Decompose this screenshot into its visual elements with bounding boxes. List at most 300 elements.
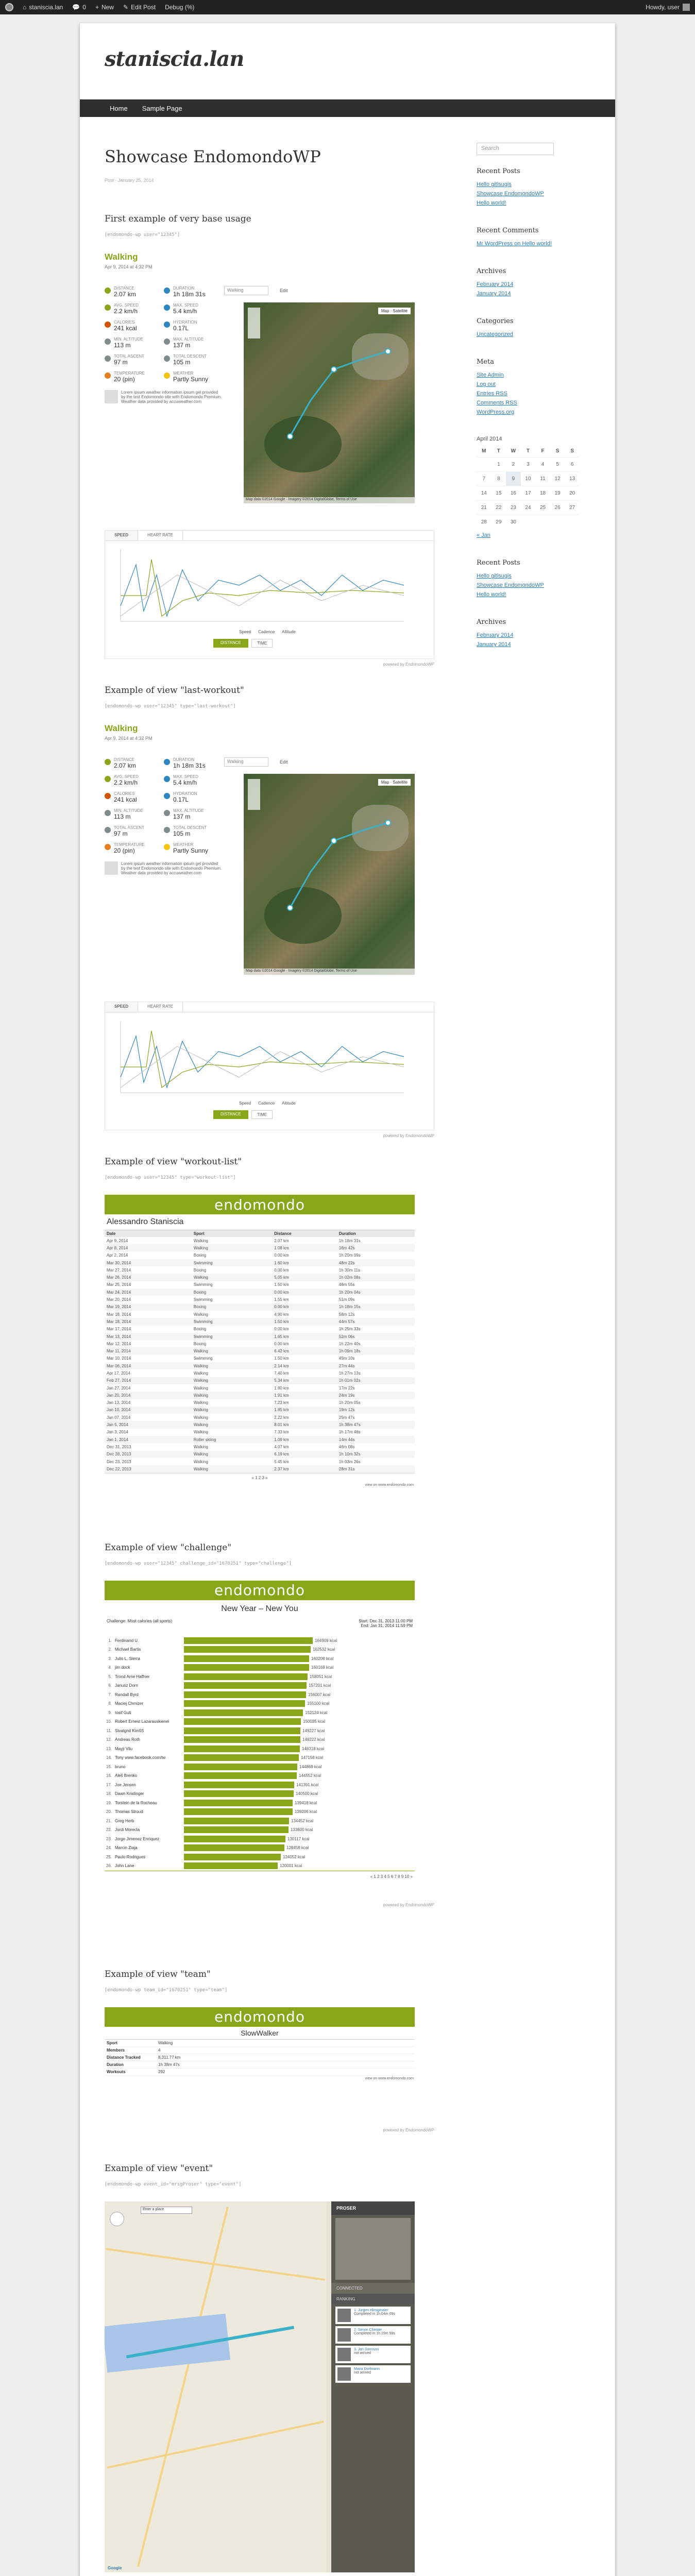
- challenge-bar: [184, 1664, 309, 1671]
- challenge-bar: [184, 1844, 284, 1851]
- challenge-name[interactable]: Janusz Dorn: [115, 1683, 138, 1688]
- challenge-name[interactable]: Maciej Chmizer: [115, 1701, 144, 1706]
- column-header[interactable]: Duration: [337, 1230, 415, 1237]
- participant-item[interactable]: [335, 2365, 411, 2383]
- challenge-bar: [184, 1754, 299, 1761]
- table-cell: Jan 07, 2014: [107, 1415, 131, 1420]
- table-row[interactable]: [105, 1259, 415, 1266]
- archive-link[interactable]: January 2014: [477, 641, 511, 648]
- shortcode-basic: [endomondo-wp user="12345"]: [105, 232, 180, 238]
- challenge-value: 120001 kcal: [280, 1863, 302, 1869]
- challenge-name[interactable]: Stvalgnd Kim55: [115, 1728, 144, 1733]
- tab-speed[interactable]: SPEED: [105, 531, 138, 540]
- table-cell: Mar 18, 2014: [107, 1312, 131, 1317]
- stat-label: WEATHER: [173, 371, 194, 376]
- nav-home[interactable]: Home: [110, 104, 128, 112]
- table-cell: Mar 06, 2014: [105, 1362, 192, 1369]
- legend-altitude[interactable]: Altitude: [282, 1101, 296, 1106]
- challenge-name[interactable]: Paulo Rodrigues: [115, 1854, 146, 1859]
- challenge-row: [105, 1853, 415, 1862]
- team-value: 1h 38m 47s: [156, 2061, 415, 2068]
- stat-value: Partly Sunny: [173, 376, 209, 383]
- table-row[interactable]: [105, 1266, 415, 1274]
- calendar-day: 13: [565, 472, 580, 486]
- table-row[interactable]: [105, 1296, 415, 1303]
- challenge-row: [105, 1843, 415, 1853]
- powered-by[interactable]: powered by EndomondoWP: [383, 2127, 434, 2132]
- stat-icon: [105, 338, 111, 345]
- table-cell: Mar 17, 2014: [107, 1327, 131, 1332]
- challenge-value: 160169 kcal: [311, 1665, 334, 1670]
- map-type-button[interactable]: Map · Satellite: [378, 779, 411, 786]
- challenge-row: [105, 1726, 415, 1736]
- calendar-week: [477, 515, 580, 530]
- challenge-value: 164909 kcal: [315, 1638, 337, 1643]
- calendar-day: 20: [565, 486, 580, 501]
- stat-icon: [164, 321, 170, 328]
- weather-text: Lorem ipsum weather information ipsum gel provided by the test Endomondo site with Endomondo Premium. Weather data provided by accuweather.com: [121, 861, 222, 875]
- table-cell: Swimming: [193, 1282, 213, 1287]
- challenge-row: [105, 1825, 415, 1835]
- challenge-row: [105, 1744, 415, 1754]
- archive-link[interactable]: February 2014: [477, 281, 514, 287]
- admin-bar-account[interactable]: [646, 4, 690, 11]
- table-cell: Mar 12, 2014: [107, 1341, 131, 1346]
- challenge-name[interactable]: Joe Jensen: [115, 1782, 136, 1787]
- calendar-day: [550, 515, 565, 530]
- challenge-rank: 21.: [106, 1818, 112, 1823]
- table-cell: 7.23 km: [274, 1400, 289, 1405]
- recent-post-link[interactable]: Showcase EndomondoWP: [477, 582, 544, 588]
- participant-name[interactable]: 2. Simon Chester: [354, 2328, 382, 2332]
- challenge-bar: [184, 1862, 278, 1869]
- challenge-name[interactable]: Michael Bartis: [115, 1647, 141, 1652]
- map-pan-control[interactable]: [110, 2212, 124, 2226]
- stat-value: 137 m: [173, 813, 191, 820]
- table-cell: 58m 12s: [338, 1312, 355, 1317]
- table-row[interactable]: [105, 1465, 415, 1472]
- table-row[interactable]: [105, 1252, 415, 1259]
- stat-label: MAX. ALTITUDE: [173, 337, 204, 342]
- challenge-name[interactable]: Trond Arne Haffner: [115, 1674, 150, 1679]
- workout-stat: [164, 286, 223, 298]
- table-row[interactable]: [105, 1355, 415, 1362]
- workout-stat: [164, 320, 223, 332]
- table-row[interactable]: [105, 1244, 415, 1251]
- calendar-day: 22: [491, 501, 506, 515]
- meta-link[interactable]: Log out: [477, 381, 496, 387]
- challenge-bar: [184, 1836, 285, 1842]
- table-cell: Roller skiing: [192, 1436, 273, 1443]
- calendar-day: 10: [521, 472, 536, 486]
- calendar-day[interactable]: 9: [506, 472, 521, 486]
- challenge-row: [105, 1753, 415, 1762]
- challenge-bar: [184, 1700, 305, 1707]
- table-cell: 2.14 km: [272, 1362, 337, 1369]
- stat-label: AVG. SPEED: [114, 774, 139, 779]
- workout-stat: [105, 320, 164, 332]
- calendar-table: [477, 445, 580, 529]
- tab-heart-rate[interactable]: HEART RATE: [138, 1002, 183, 1012]
- challenge-name[interactable]: Julio L. Sierra: [115, 1656, 140, 1661]
- table-row[interactable]: [105, 1311, 415, 1318]
- participant-name[interactable]: 3. Jan Svenson: [354, 2347, 379, 2351]
- calendar-day: 2: [506, 457, 521, 472]
- edit-link[interactable]: Edit: [280, 288, 288, 293]
- stat-label: TOTAL ASCENT: [114, 825, 144, 830]
- calendar-week: [477, 457, 580, 472]
- recent-post-link[interactable]: Hello gitlsugis: [477, 181, 512, 188]
- challenge-rank: 2.: [108, 1647, 112, 1652]
- table-row[interactable]: [105, 1289, 415, 1296]
- table-cell: 6.42 km: [272, 1347, 337, 1354]
- legend-speed[interactable]: Speed: [239, 630, 251, 634]
- team-row: [105, 2040, 415, 2047]
- participant-item[interactable]: [335, 2346, 411, 2363]
- table-cell: 8.01 km: [272, 1421, 337, 1428]
- table-cell: Boxing: [193, 1253, 207, 1258]
- workout-map[interactable]: [244, 774, 415, 975]
- table-cell: 1h 27m 13s: [338, 1370, 361, 1376]
- stat-label: MAX. SPEED: [173, 774, 198, 779]
- table-cell: 44m 57s: [337, 1318, 415, 1325]
- legend-cadence[interactable]: Cadence: [258, 630, 275, 634]
- challenge-row: [105, 1735, 415, 1744]
- table-row[interactable]: [105, 1436, 415, 1443]
- search-input[interactable]: Search: [477, 143, 554, 155]
- table-row[interactable]: [105, 1318, 415, 1325]
- table-row[interactable]: [105, 1384, 415, 1392]
- stat-value: 113 m: [114, 342, 131, 349]
- challenge-bar: [184, 1782, 294, 1788]
- workout-stat: [164, 808, 223, 820]
- distance-button[interactable]: DISTANCE: [213, 1110, 248, 1119]
- stat-icon: [105, 793, 111, 799]
- workout-stat: [105, 757, 164, 769]
- howdy-label: Howdy, user: [646, 4, 680, 11]
- meta-link[interactable]: WordPress.org: [477, 409, 515, 415]
- stat-icon: [105, 827, 111, 833]
- calendar-day: 12: [550, 472, 565, 486]
- table-row[interactable]: [105, 1429, 415, 1436]
- challenge-rank: 26.: [106, 1863, 112, 1869]
- recent-post-link[interactable]: Hello world!: [477, 200, 506, 206]
- workout-pager[interactable]: « 1 2 3 »: [105, 1473, 415, 1482]
- table-row[interactable]: [105, 1237, 415, 1244]
- column-header[interactable]: Date: [105, 1230, 192, 1237]
- distance-button[interactable]: DISTANCE: [213, 639, 248, 648]
- table-cell: 1h 18m 31s: [338, 1238, 361, 1243]
- challenge-rank: 11.: [106, 1728, 112, 1733]
- admin-bar-comments[interactable]: 💬 0: [72, 4, 86, 11]
- time-button[interactable]: TIME: [251, 1110, 273, 1119]
- challenge-name[interactable]: Robert Ernest Lazarauskienei: [115, 1719, 169, 1724]
- archive-link[interactable]: February 2014: [477, 632, 514, 638]
- stat-value: 20 (pin): [114, 376, 135, 383]
- calendar-day: 7: [477, 472, 491, 486]
- calendar-day: 29: [491, 515, 506, 530]
- event-map[interactable]: [105, 2201, 415, 2572]
- route-line: [244, 302, 415, 503]
- challenge-rank: 25.: [106, 1854, 112, 1859]
- admin-bar-new[interactable]: + New: [95, 4, 114, 11]
- stat-value: 105 m: [173, 359, 191, 366]
- participant-detail: Completed in 1h 04m 09s: [354, 2312, 395, 2316]
- table-row[interactable]: [105, 1362, 415, 1369]
- table-row[interactable]: [105, 1377, 415, 1384]
- recent-post-link[interactable]: Showcase EndomondoWP: [477, 191, 544, 197]
- stat-label: DISTANCE: [114, 286, 134, 291]
- recent-post-link[interactable]: Hello world!: [477, 591, 506, 598]
- last-workout-widget: [105, 723, 434, 1002]
- stat-icon: [164, 776, 170, 782]
- page: [80, 23, 615, 2576]
- stat-value: 2.07 km: [114, 291, 136, 298]
- table-cell: Mar 18, 2014: [105, 1318, 192, 1325]
- site-title[interactable]: staniscia.lan: [105, 47, 244, 71]
- challenge-name[interactable]: jim dock: [115, 1665, 130, 1670]
- challenge-name[interactable]: Andreas Roth: [115, 1737, 140, 1742]
- workout-stat: [105, 774, 164, 786]
- table-cell: 7.33 km: [274, 1430, 289, 1435]
- challenge-bar: [184, 1709, 303, 1716]
- challenge-name[interactable]: Jordi Morecla: [115, 1827, 140, 1833]
- event-banner: [335, 2218, 411, 2280]
- workout-table: [105, 1230, 415, 1473]
- table-cell: 0.00 km: [274, 1253, 289, 1258]
- endomondo-link[interactable]: view on www.endomondo.com: [365, 2076, 414, 2080]
- challenge-rank: 13.: [106, 1746, 112, 1751]
- table-row[interactable]: [105, 1414, 415, 1421]
- table-cell: Dec 31, 2013: [107, 1444, 131, 1449]
- stat-label: TEMPERATURE: [114, 842, 145, 847]
- speed-chart: [105, 530, 434, 659]
- table-row[interactable]: [105, 1274, 415, 1281]
- challenge-name[interactable]: Thomas Stroud: [115, 1809, 143, 1815]
- meta-link[interactable]: Comments RSS: [477, 400, 517, 406]
- time-button[interactable]: TIME: [251, 639, 273, 648]
- challenge-name[interactable]: Dawn Kristinger: [115, 1791, 144, 1797]
- table-row[interactable]: [105, 1451, 415, 1458]
- challenge-rank: 12.: [106, 1737, 112, 1742]
- table-cell: Mar 27, 2014: [107, 1267, 131, 1273]
- table-cell: 16m 42s: [337, 1244, 415, 1251]
- participant-item[interactable]: [335, 2307, 411, 2324]
- admin-bar-edit[interactable]: ✎ Edit Post: [123, 4, 156, 11]
- workout-stat: [105, 371, 164, 383]
- challenge-name[interactable]: Torstein de la Rocheau: [115, 1800, 157, 1805]
- table-cell: Walking: [192, 1377, 273, 1384]
- table-cell: Boxing: [192, 1303, 273, 1311]
- table-row[interactable]: [105, 1443, 415, 1450]
- stat-icon: [105, 844, 111, 850]
- challenge-info: [105, 1618, 415, 1629]
- table-cell: 27m 44s: [337, 1362, 415, 1369]
- archive-link[interactable]: January 2014: [477, 291, 511, 297]
- table-cell: 1h 38m 47s: [337, 1421, 415, 1428]
- stat-value: 97 m: [114, 830, 128, 837]
- table-cell: Mar 26, 2014: [105, 1274, 192, 1281]
- calendar-day: 16: [506, 486, 521, 501]
- calendar-day-header: W: [511, 448, 516, 454]
- workout-map[interactable]: [244, 302, 415, 503]
- table-cell: 2.22 km: [274, 1415, 289, 1420]
- endomondo-link[interactable]: view on www.endomondo.com: [365, 1483, 414, 1487]
- column-header[interactable]: Sport: [192, 1230, 273, 1237]
- challenge-bar: [184, 1854, 281, 1860]
- table-cell: 6.19 km: [272, 1451, 337, 1458]
- category-link[interactable]: Uncategorized: [477, 331, 513, 337]
- workout-stat: [164, 303, 223, 315]
- widget-meta: [477, 358, 580, 415]
- workout-stat: [164, 757, 223, 769]
- table-row[interactable]: [105, 1458, 415, 1465]
- stat-value: 113 m: [114, 813, 131, 820]
- team-key: Members: [105, 2046, 156, 2054]
- nav-sample-page[interactable]: Sample Page: [142, 104, 182, 112]
- recent-comment-link[interactable]: Mr WordPress on Hello world!: [477, 241, 552, 247]
- table-row[interactable]: [105, 1369, 415, 1377]
- table-cell: 5.05 km: [272, 1274, 337, 1281]
- challenge-title: New Year – New You: [221, 1604, 298, 1613]
- challenge-start: Start: Dec 31, 2013 11:00 PM: [359, 1618, 413, 1623]
- challenge-row: [105, 1771, 415, 1781]
- admin-bar-site[interactable]: ⌂ staniscia.lan: [23, 4, 63, 11]
- table-row[interactable]: [105, 1326, 415, 1333]
- table-row[interactable]: [105, 1399, 415, 1406]
- place-search-input[interactable]: Enter a place: [141, 2207, 192, 2214]
- challenge-value: 144869 kcal: [299, 1764, 322, 1769]
- table-cell: 1.80 km: [274, 1385, 289, 1391]
- participant-avatar: [337, 2348, 351, 2361]
- meta-link[interactable]: Site Admin: [477, 372, 504, 378]
- table-row[interactable]: [105, 1281, 415, 1289]
- event-sidebar: [331, 2201, 415, 2572]
- stat-icon: [164, 338, 170, 345]
- participant-item[interactable]: [335, 2326, 411, 2344]
- workout-select[interactable]: Walking: [224, 757, 268, 767]
- challenge-name[interactable]: John Lane: [115, 1863, 134, 1869]
- recent-post-link[interactable]: Hello gitlsugis: [477, 573, 512, 579]
- workout-stat: [105, 286, 164, 298]
- challenge-row: [105, 1645, 415, 1654]
- challenge-name[interactable]: Tony www.facebook.com/tw: [115, 1755, 166, 1760]
- weather-icon: [105, 390, 118, 403]
- endomondo-logo: endomondo: [105, 1581, 415, 1600]
- table-row[interactable]: [105, 1347, 415, 1354]
- workout-sport: Walking: [105, 252, 138, 262]
- calendar-day: 5: [550, 457, 565, 472]
- stat-label: MAX. ALTITUDE: [173, 808, 204, 813]
- meta-link[interactable]: Entries RSS: [477, 391, 507, 397]
- challenge-name[interactable]: Marcin Ziaja: [115, 1845, 138, 1851]
- workout-stat: [105, 808, 164, 820]
- challenge-row: [105, 1817, 415, 1826]
- table-cell: 1h 25m 33s: [338, 1327, 361, 1332]
- table-cell: Dec 23, 2013: [107, 1459, 131, 1464]
- challenge-row: [105, 1807, 415, 1817]
- challenge-name[interactable]: Randall Byrd: [115, 1692, 139, 1697]
- tab-speed[interactable]: SPEED: [105, 1002, 138, 1012]
- edit-link[interactable]: Edit: [280, 759, 288, 765]
- participant-name[interactable]: Maria Dorfmann: [354, 2367, 380, 2371]
- powered-by[interactable]: powered by EndomondoWP: [383, 662, 434, 667]
- table-cell: Apr 9, 2014: [107, 1238, 128, 1243]
- table-cell: 0.00 km: [274, 1341, 289, 1346]
- powered-by[interactable]: powered by EndomondoWP: [383, 1902, 434, 1907]
- team-value: 292: [156, 2068, 415, 2075]
- endomondo-logo: endomondo: [105, 2007, 415, 2027]
- map-type-button[interactable]: Map · Satellite: [378, 308, 411, 314]
- table-cell: Jan 3, 2014: [107, 1430, 128, 1435]
- legend-speed[interactable]: Speed: [239, 1101, 251, 1106]
- workout-select[interactable]: Walking: [224, 286, 268, 295]
- column-header[interactable]: Distance: [272, 1230, 337, 1237]
- widget-calendar: [477, 436, 580, 538]
- stat-label: TOTAL DESCENT: [173, 825, 207, 830]
- challenge-value: 124052 kcal: [283, 1854, 306, 1859]
- challenge-name[interactable]: Greg Herb: [115, 1818, 134, 1823]
- challenge-name[interactable]: bruno: [115, 1764, 126, 1769]
- map-copyright: Map data ©2014 Google · Imagery ©2014 DigitalGlobe, Terms of Use: [244, 497, 415, 503]
- table-cell: 1.85 km: [272, 1406, 337, 1414]
- table-row[interactable]: [105, 1392, 415, 1399]
- challenge-name[interactable]: Ferdinand U.: [115, 1638, 139, 1643]
- challenge-name[interactable]: Mayji Vilu: [115, 1746, 133, 1751]
- calendar-day-header: M: [482, 448, 486, 454]
- stat-value: 105 m: [173, 830, 191, 837]
- table-row[interactable]: [105, 1303, 415, 1311]
- stat-value: 0.17L: [173, 796, 189, 803]
- participant-name[interactable]: 1. Jürgen Hinsgmaier: [354, 2308, 388, 2312]
- powered-by[interactable]: powered by EndomondoWP: [383, 1133, 434, 1138]
- legend-cadence[interactable]: Cadence: [258, 1101, 275, 1106]
- challenge-value: 134452 kcal: [291, 1818, 314, 1823]
- table-cell: 14m 44s: [337, 1436, 415, 1443]
- stat-label: TOTAL DESCENT: [173, 354, 207, 359]
- challenge-name[interactable]: Jorge Jimenez Enríquez: [115, 1836, 160, 1841]
- table-cell: 0.00 km: [274, 1327, 289, 1332]
- table-row[interactable]: [105, 1340, 415, 1347]
- challenge-row: [105, 1672, 415, 1682]
- calendar-prev-link[interactable]: « Jan: [477, 532, 490, 538]
- table-cell: 1.09 km: [272, 1436, 337, 1443]
- wordpress-logo-icon[interactable]: [5, 3, 13, 11]
- stat-value: 241 kcal: [114, 796, 137, 803]
- challenge-type: Challenge: Most calories (all sports): [107, 1618, 173, 1623]
- stat-icon: [164, 287, 170, 294]
- table-cell: Jan 5, 2014: [105, 1421, 192, 1428]
- challenge-name[interactable]: Aleš Brenko: [115, 1773, 138, 1778]
- challenge-value: 139418 kcal: [295, 1800, 317, 1805]
- challenge-pager[interactable]: « 1 2 3 4 5 6 7 8 9 10 »: [105, 1871, 415, 1882]
- table-cell: Jan 20, 2014: [105, 1392, 192, 1399]
- challenge-row: [105, 1663, 415, 1672]
- admin-bar-debug[interactable]: Debug (%): [165, 4, 195, 11]
- table-row[interactable]: [105, 1421, 415, 1428]
- table-cell: 1.65 km: [272, 1333, 337, 1340]
- challenge-bar: [184, 1637, 313, 1644]
- challenge-bar: [184, 1673, 308, 1680]
- tab-heart-rate[interactable]: HEART RATE: [138, 531, 183, 540]
- weather-note: [105, 390, 223, 404]
- challenge-name[interactable]: Iosif Guti: [115, 1710, 131, 1715]
- legend-altitude[interactable]: Altitude: [282, 630, 296, 634]
- challenge-value: 141391 kcal: [296, 1782, 319, 1787]
- calendar-day-header: F: [541, 448, 545, 454]
- table-row[interactable]: [105, 1333, 415, 1340]
- table-row[interactable]: [105, 1406, 415, 1414]
